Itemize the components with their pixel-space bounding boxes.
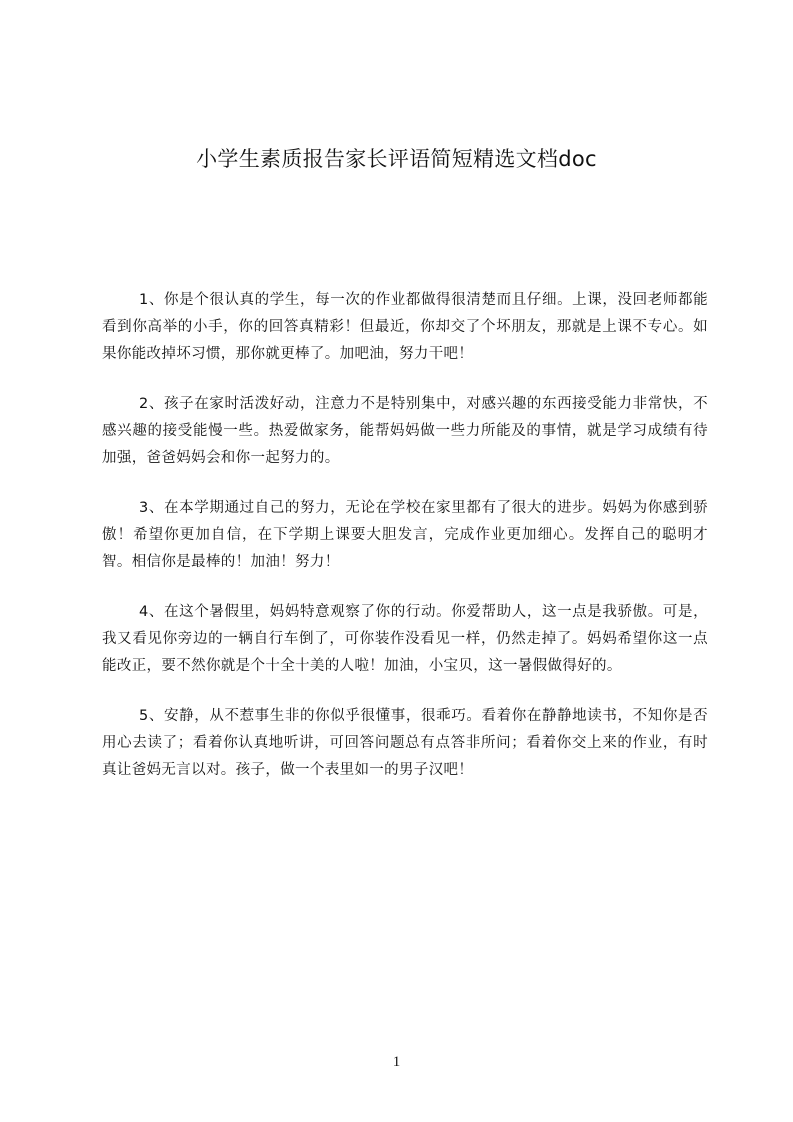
paragraph-1: 1、你是个很认真的学生，每一次的作业都做得很清楚而且仔细。上课，没回老师都能看到你高举的小手，你的回答真精彩！但最近，你却交了个坏朋友，那就是上课不专心。如果你能改掉坏习惯，那你就更棒了。加吧油，努力干吧！ bbox=[102, 292, 708, 362]
paragraph-3: 3、在本学期通过自己的努力，无论在学校在家里都有了很大的进步。妈妈为你感到骄傲！希望你更加自信，在下学期上课要大胆发言，完成作业更加细心。发挥自己的聪明才智。相信你是最棒的！加油！努力！ bbox=[102, 500, 708, 570]
page-number: 1 bbox=[392, 1054, 401, 1070]
paragraph-2: 2、孩子在家时活泼好动，注意力不是特别集中，对感兴趣的东西接受能力非常快，不感兴趣的接受能慢一些。热爱做家务，能帮妈妈做一些力所能及的事情，就是学习成绩有待加强，爸爸妈妈会和你一起努力的。 bbox=[102, 396, 708, 466]
paragraph-4: 4、在这个暑假里，妈妈特意观察了你的行动。你爱帮助人，这一点是我骄傲。可是，我又看见你旁边的一辆自行车倒了，可你装作没看见一样，仍然走掉了。妈妈希望你这一点能改正，要不然你就是个十全十美的人啦！加油，小宝贝，这一暑假做得好的。 bbox=[102, 604, 708, 674]
document-body bbox=[102, 287, 708, 807]
document-title: 小学生素质报告家长评语简短精选文档doc bbox=[196, 147, 597, 171]
paragraph-5: 5、安静，从不惹事生非的你似乎很懂事，很乖巧。看着你在静静地读书，不知你是否用心去读了；看着你认真地听讲，可回答问题总有点答非所问；看着你交上来的作业，有时真让爸妈无言以对。孩子，做一个表里如一的男子汉吧！ bbox=[102, 708, 708, 778]
